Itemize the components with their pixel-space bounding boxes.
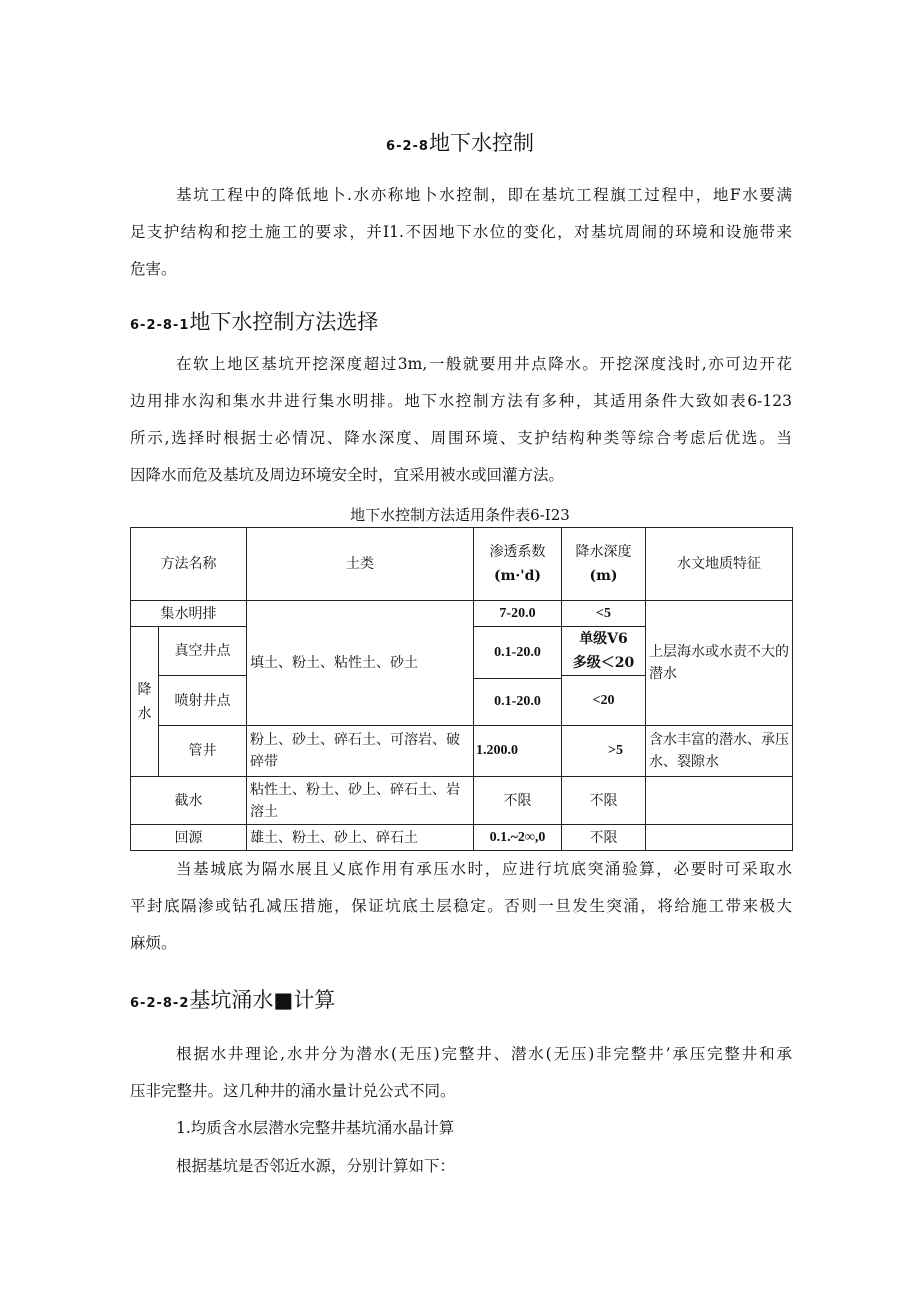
confined-line-2: 平封底隔渗或钻孔减压措施，保证坑底土层稳定。否则一旦发生突涌，将给施工带来极大 (130, 897, 792, 915)
table-row (131, 825, 793, 851)
header-method: 方法名称 (131, 528, 247, 601)
main-heading-number: 6-2-8 (386, 139, 429, 154)
header-soil: 土类 (247, 528, 474, 601)
cell-perm: 0.1.~2∞,0 (474, 825, 562, 851)
item-1-line: 1.均质含水层潜水完整井基坑涌水晶计算 (176, 1119, 455, 1137)
main-heading (0, 128, 920, 162)
cell-method: 喷射井点 (159, 676, 247, 726)
header-permeability: 渗透系数 (m·'d) (474, 528, 562, 601)
method-line-3: 所示,选择时根据士必情况、降水深度、周围环境、支护结构种类等综合考虑后优选。当 (130, 429, 792, 447)
cell-method: 回源 (131, 825, 247, 851)
section-heading-inflow (130, 985, 335, 1019)
intro-line-1: 基坑工程中的降低地卜.水亦称地卜水控制，即在基坑工程旗工过程中，地F水要满 (176, 186, 792, 204)
theory-line-1: 根据水井理论,水井分为潜水(无压)完整井、潜水(无压)非完整井’承压完整井和承 (176, 1045, 792, 1063)
method-line-1: 在软上地区基坑开挖深度超过3m,一般就要用井点降水。开挖深度浅时,亦可边开花 (176, 355, 792, 373)
cell-group-label: 降 水 (131, 627, 159, 777)
intro-paragraph (130, 177, 792, 288)
cell-depth: <20 (562, 676, 646, 726)
cell-hydro: 含水丰富的潜水、承压水、裂隙水 (646, 726, 793, 777)
table-row (131, 726, 793, 777)
section-title: 基坑涌水■计算 (189, 988, 336, 1012)
cell-depth: 不限 (562, 825, 646, 851)
cell-method: 截水 (131, 777, 247, 825)
cell-soil-shared: 填土、粉土、粘性土、砂土 (247, 601, 474, 726)
cell-perm: 0.1-20.0 (474, 679, 562, 726)
method-line-4: 因降水而危及基坑及周边环境安全时，宜采用被水或回灌方法。 (130, 466, 565, 484)
table-row (131, 777, 793, 825)
section-heading-method (130, 307, 378, 341)
confined-line-1: 当基城底为隔水展且乂底作用有承压水时，应进行坑底突涌验算，必要时可采取水 (176, 860, 792, 878)
cell-method: 集水明排 (131, 601, 247, 627)
header-depth: 降水深度 (m) (562, 528, 646, 601)
last-paragraph (130, 1148, 792, 1185)
main-heading-title: 地下水控制 (428, 131, 534, 155)
cell-soil: 粉上、砂土、碎石土、可溶岩、破碎带 (247, 726, 474, 777)
theory-line-2: 压非完整井。这几种井的涌水量计兑公式不同。 (130, 1082, 456, 1100)
table-header-row (131, 528, 793, 601)
intro-line-2: 足支护结构和挖土施工的要求，并I1.不因地下水位的变化，对基坑周闹的环境和设施带来 (130, 223, 792, 241)
table-caption: 地下水控制方法适用条件表6-I23 (350, 506, 570, 524)
cell-method: 管井 (159, 726, 247, 777)
cell-hydro (646, 777, 793, 825)
header-hydro: 水文地质特征 (646, 528, 793, 601)
cell-depth: <5 (562, 601, 646, 627)
method-paragraph (130, 346, 792, 494)
confined-line-3: 麻烦。 (130, 934, 177, 952)
cell-soil: 雄土、粉土、砂上、碎石土 (247, 825, 474, 851)
table-row (131, 601, 793, 627)
cell-depth: 不限 (562, 777, 646, 825)
cell-method: 真空井点 (159, 627, 247, 676)
cell-hydro (646, 825, 793, 851)
intro-line-3: 危害。 (130, 260, 177, 278)
cell-depth: 单级V6 多级＜20 (562, 627, 646, 676)
last-line: 根据基坑是否邻近水源，分别计算如下： (176, 1157, 456, 1175)
item-1-paragraph (130, 1110, 792, 1147)
section-number: 6-2-8-2 (130, 996, 190, 1011)
cell-perm: 不限 (474, 777, 562, 825)
section-number: 6-2-8-1 (130, 318, 190, 333)
theory-paragraph (130, 1036, 792, 1110)
cell-soil: 粘性土、粉土、砂上、碎石土、岩溶土 (247, 777, 474, 825)
cell-depth: >5 (562, 726, 646, 777)
cell-perm: 0.1-20.0 (474, 627, 562, 679)
cell-hydro-shared: 上层海水或水责不大的潜水 (646, 601, 793, 726)
section-title: 地下水控制方法选择 (189, 310, 379, 334)
method-line-2: 边用排水沟和集水井进行集水明排。地下水控制方法有多种，其适用条件大致如表6-123 (130, 392, 792, 410)
cell-perm: 1.200.0 (474, 726, 562, 777)
cell-perm: 7-20.0 (474, 601, 562, 627)
groundwater-control-table (130, 527, 793, 851)
confined-water-paragraph (130, 851, 792, 962)
